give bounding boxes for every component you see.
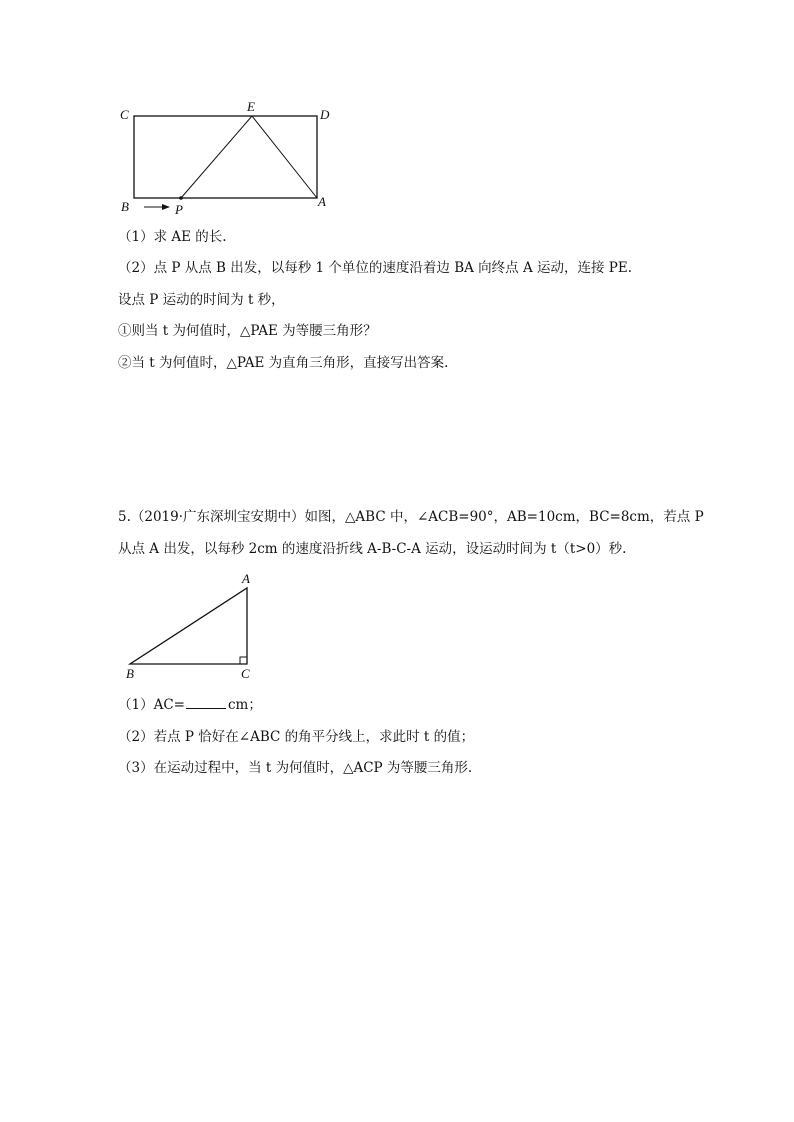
label-b: B	[121, 199, 129, 214]
label-b: B	[126, 666, 134, 681]
rectangle-bcda	[134, 116, 317, 198]
p5-stem-line-1: 5.（2019·广东深圳宝安期中）如图，△ABC 中，∠ACB=90°，AB=10cm，BC=8cm，若点 P	[118, 509, 704, 525]
p4-question-2-part-2: ②当 t 为何值时，△PAE 为直角三角形，直接写出答案.	[118, 355, 449, 371]
segment-ea	[252, 116, 317, 198]
p5-question-3: （3）在运动过程中，当 t 为何值时，△ACP 为等腰三角形.	[118, 760, 473, 776]
motion-arrowhead	[162, 204, 170, 210]
point-p	[179, 196, 183, 200]
label-c: C	[120, 107, 129, 122]
p4-question-1: （1）求 AE 的长.	[118, 229, 227, 245]
p5-stem-line-2: 从点 A 出发，以每秒 2cm 的速度沿折线 A-B-C-A 运动，设运动时间为 t（t>0）秒.	[118, 541, 627, 557]
label-c: C	[241, 666, 250, 681]
segment-pe	[181, 116, 252, 198]
p5-question-1	[118, 696, 262, 714]
p4-question-2-setup: 设点 P 运动的时间为 t 秒，	[118, 292, 285, 308]
label-e: E	[247, 99, 255, 114]
p4-question-2: （2）点 P 从点 B 出发，以每秒 1 个单位的速度沿着边 BA 向终点 A 运动，连接 PE.	[118, 260, 633, 276]
label-p: P	[175, 202, 183, 217]
label-a: A	[318, 194, 326, 209]
label-a: A	[242, 571, 250, 586]
p5-question-1-suffix: cm；	[227, 697, 262, 713]
p5-question-1-prefix: （1）AC=	[118, 697, 185, 713]
rectangle-figure	[110, 98, 340, 223]
right-triangle-figure	[118, 570, 268, 685]
triangle-abc	[130, 588, 247, 664]
p5-question-2: （2）若点 P 恰好在∠ABC 的角平分线上，求此时 t 的值；	[118, 729, 475, 745]
right-angle-mark	[240, 657, 247, 664]
answer-blank[interactable]	[186, 696, 226, 709]
p4-question-2-part-1: ①则当 t 为何值时，△PAE 为等腰三角形？	[118, 323, 377, 339]
label-d: D	[320, 107, 330, 122]
